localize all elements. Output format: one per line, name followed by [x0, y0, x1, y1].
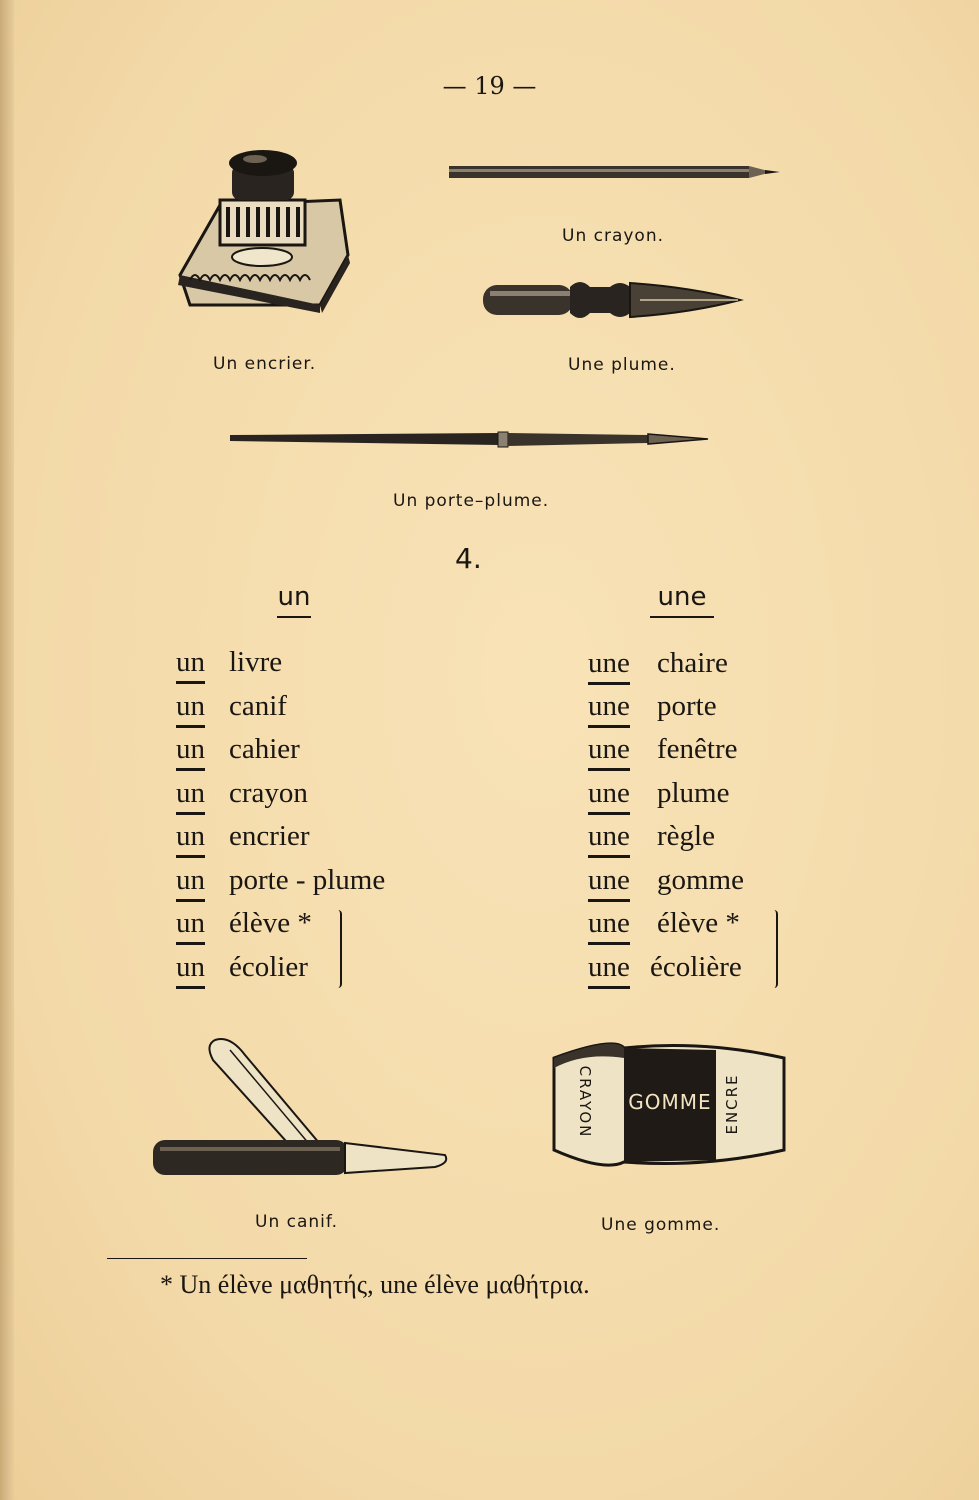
noun: règle: [657, 820, 715, 852]
header-underline: [277, 616, 311, 618]
caption-nib: Une plume.: [568, 355, 676, 375]
article: une: [588, 951, 630, 983]
article: un: [176, 690, 205, 722]
noun: porte - plume: [229, 864, 386, 896]
noun: fenêtre: [657, 733, 738, 765]
column-header-un: [266, 582, 322, 618]
article: un: [176, 646, 205, 678]
article: une: [588, 777, 630, 809]
eraser-label-encre: ENCRE: [723, 1073, 741, 1135]
article: un: [176, 907, 205, 939]
column-header-label: un: [277, 582, 311, 612]
list-item: [588, 905, 740, 941]
inkwell-illustration: [170, 145, 355, 315]
article: une: [588, 864, 630, 896]
article: un: [176, 951, 205, 983]
article: une: [588, 690, 630, 722]
knife-illustration: [150, 1035, 450, 1180]
noun: écolière: [650, 951, 742, 983]
article: une: [588, 820, 630, 852]
list-item: [588, 862, 744, 898]
list-item: [176, 949, 308, 985]
article: un: [176, 820, 205, 852]
caption-knife: Un canif.: [255, 1212, 339, 1232]
noun: gomme: [657, 864, 744, 896]
column-header-label: une: [657, 582, 707, 612]
list-item: [588, 775, 730, 811]
noun: cahier: [229, 733, 300, 765]
list-item: [176, 644, 283, 680]
list-item: [588, 818, 715, 854]
caption-pencil: Un crayon.: [562, 226, 665, 246]
noun: élève *: [229, 907, 312, 939]
list-item: [588, 731, 738, 767]
noun: canif: [229, 690, 287, 722]
noun: encrier: [229, 820, 310, 852]
header-underline: [650, 616, 714, 618]
page-binding-edge: [0, 0, 14, 1500]
grouping-brace: [770, 910, 778, 988]
caption-eraser: Une gomme.: [601, 1215, 721, 1235]
noun: porte: [657, 690, 717, 722]
section-number: 4.: [455, 542, 482, 575]
eraser-label-crayon: CRAYON: [576, 1065, 594, 1139]
list-item: [176, 818, 310, 854]
noun: écolier: [229, 951, 308, 983]
article: un: [176, 864, 205, 896]
caption-penholder: Un porte–plume.: [393, 491, 550, 511]
list-item: [176, 775, 308, 811]
article: un: [176, 733, 205, 765]
pencil-illustration: [447, 160, 782, 184]
list-item: [588, 688, 717, 724]
list-item: [588, 949, 742, 985]
list-item: [176, 688, 287, 724]
page-number: — 19 —: [442, 72, 537, 100]
grouping-brace: [334, 910, 342, 988]
list-item: [176, 731, 300, 767]
article: une: [588, 907, 630, 939]
caption-inkwell: Un encrier.: [213, 354, 317, 374]
penholder-illustration: [228, 425, 710, 455]
list-item: [176, 862, 386, 898]
eraser-illustration: [549, 1038, 789, 1168]
noun: livre: [229, 646, 283, 678]
article: une: [588, 647, 630, 679]
list-item: [588, 645, 728, 681]
footnote-rule: [107, 1258, 307, 1259]
noun: crayon: [229, 777, 308, 809]
noun: plume: [657, 777, 730, 809]
list-item: [176, 905, 312, 941]
eraser-label-gomme: GOMME: [628, 1090, 712, 1114]
noun: chaire: [657, 647, 728, 679]
nib-illustration: [480, 275, 745, 325]
column-header-une: [640, 582, 724, 618]
noun: élève *: [657, 907, 740, 939]
footnote: * Un élève μαθητής, une élève μαθήτρια.: [160, 1270, 590, 1299]
article: un: [176, 777, 205, 809]
article: une: [588, 733, 630, 765]
